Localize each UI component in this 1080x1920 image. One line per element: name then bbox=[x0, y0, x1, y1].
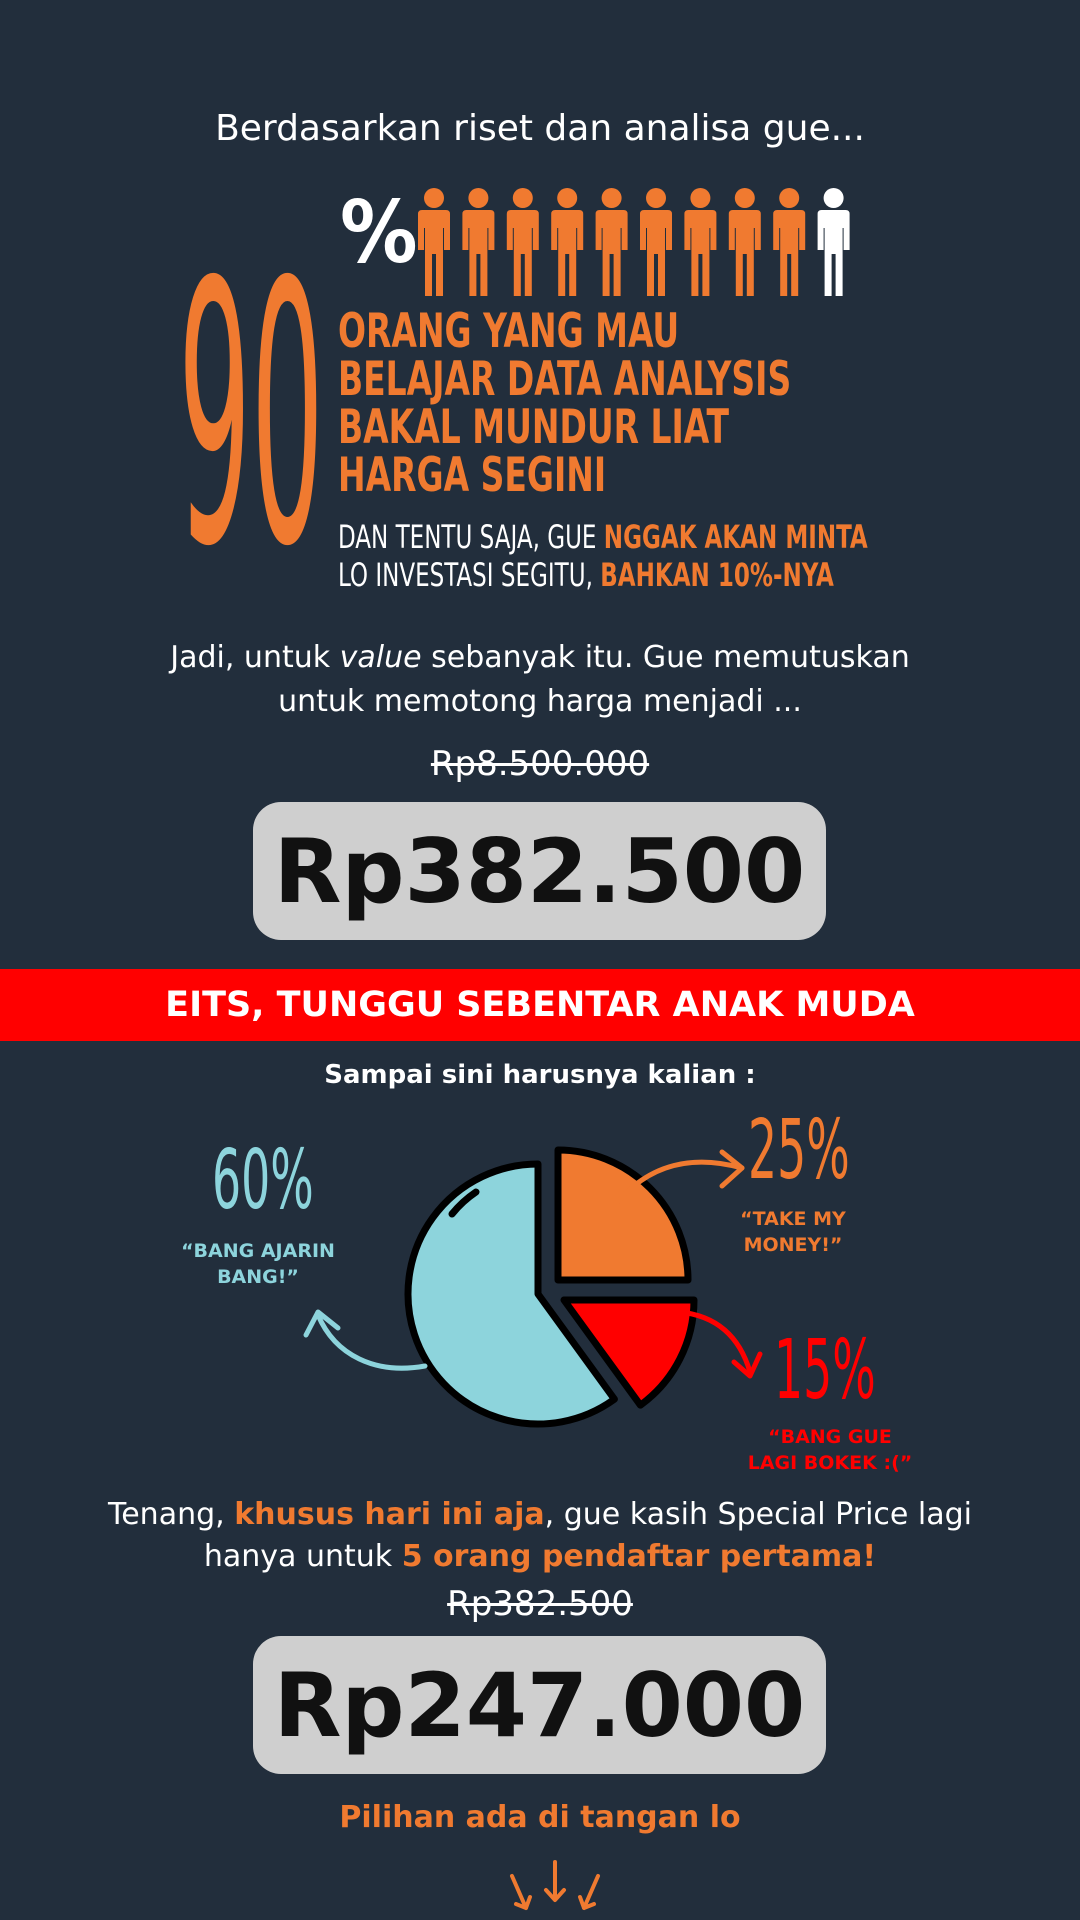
sub-highlight: NGGAK AKAN MINTA bbox=[603, 518, 868, 556]
person-icon bbox=[462, 188, 494, 296]
warning-banner bbox=[0, 969, 1080, 1041]
tenang-text: Tenang, bbox=[108, 1497, 235, 1532]
pilihan-text: Pilihan ada di tangan lo bbox=[339, 1800, 741, 1835]
person-icon bbox=[418, 188, 450, 296]
percent-sign: % bbox=[340, 183, 418, 283]
person-icon bbox=[640, 188, 672, 296]
headline-line: BAKAL MUNDUR LIAT bbox=[338, 400, 729, 455]
sampai-text: Sampai sini harusnya kalian : bbox=[324, 1060, 756, 1090]
tenang-highlight: khusus hari ini aja bbox=[234, 1497, 545, 1532]
new-price-1-box bbox=[253, 802, 826, 940]
quote-line: “BANG AJARIN bbox=[181, 1240, 335, 1262]
quote-line: “BANG GUE bbox=[768, 1426, 892, 1448]
quote-line: “TAKE MY bbox=[740, 1208, 846, 1230]
quote-line: BANG!” bbox=[217, 1266, 299, 1288]
quote-15 bbox=[730, 1424, 930, 1476]
sub-text: DAN TENTU SAJA, GUE bbox=[338, 518, 604, 556]
headline-line: HARGA SEGINI bbox=[338, 448, 607, 503]
new-price-2-box bbox=[253, 1636, 826, 1774]
person-icon bbox=[818, 188, 850, 296]
big-ninety-number bbox=[176, 222, 326, 552]
quote-line: MONEY!” bbox=[743, 1234, 843, 1256]
person-icon bbox=[773, 188, 805, 296]
tenang-text: hanya untuk bbox=[203, 1539, 402, 1574]
headline bbox=[338, 304, 884, 503]
svg-text:90: 90 bbox=[178, 222, 324, 552]
sub-highlight: BAHKAN 10%-NYA bbox=[600, 556, 834, 594]
person-icon bbox=[729, 188, 761, 296]
person-icon bbox=[596, 188, 628, 296]
people-icons bbox=[412, 188, 858, 298]
tenang-highlight: 5 orang pendaftar pertama! bbox=[401, 1539, 877, 1574]
value-italic: value bbox=[339, 640, 422, 675]
old-price-1: Rp8.500.000 bbox=[430, 744, 650, 784]
down-arrows-icon bbox=[500, 1858, 610, 1920]
person-icon bbox=[684, 188, 716, 296]
special-price-paragraph bbox=[0, 1494, 1080, 1578]
tenang-text: , gue kasih Special Price lagi bbox=[544, 1497, 972, 1532]
quote-25 bbox=[713, 1206, 873, 1258]
value-paragraph bbox=[0, 636, 1080, 724]
value-text: sebanyak itu. Gue memutuskan bbox=[421, 640, 910, 675]
arrow-25-head bbox=[722, 1152, 742, 1186]
headline-line: ORANG YANG MAU bbox=[338, 304, 680, 359]
pct-25: 25% bbox=[748, 1103, 850, 1198]
pct-15: 15% bbox=[774, 1323, 876, 1418]
intro-text: Berdasarkan riset dan analisa gue... bbox=[215, 108, 865, 149]
sub-text: LO INVESTASI SEGITU, bbox=[338, 556, 601, 594]
headline-line: BELAJAR DATA ANALYSIS bbox=[338, 352, 792, 407]
arrow-15 bbox=[680, 1312, 750, 1372]
quote-line: LAGI BOKEK :(” bbox=[747, 1452, 913, 1474]
banner-text: EITS, TUNGGU SEBENTAR ANAK MUDA bbox=[165, 985, 915, 1025]
pct-60: 60% bbox=[212, 1133, 314, 1228]
new-price-2: Rp247.000 bbox=[273, 1653, 806, 1757]
value-text: Jadi, untuk bbox=[170, 640, 340, 675]
person-icon bbox=[507, 188, 539, 296]
person-icon bbox=[551, 188, 583, 296]
subheadline bbox=[338, 518, 898, 594]
new-price-1: Rp382.500 bbox=[273, 819, 806, 923]
quote-60 bbox=[168, 1238, 348, 1290]
value-text-line2: untuk memotong harga menjadi ... bbox=[278, 684, 802, 719]
old-price-2: Rp382.500 bbox=[447, 1584, 633, 1624]
